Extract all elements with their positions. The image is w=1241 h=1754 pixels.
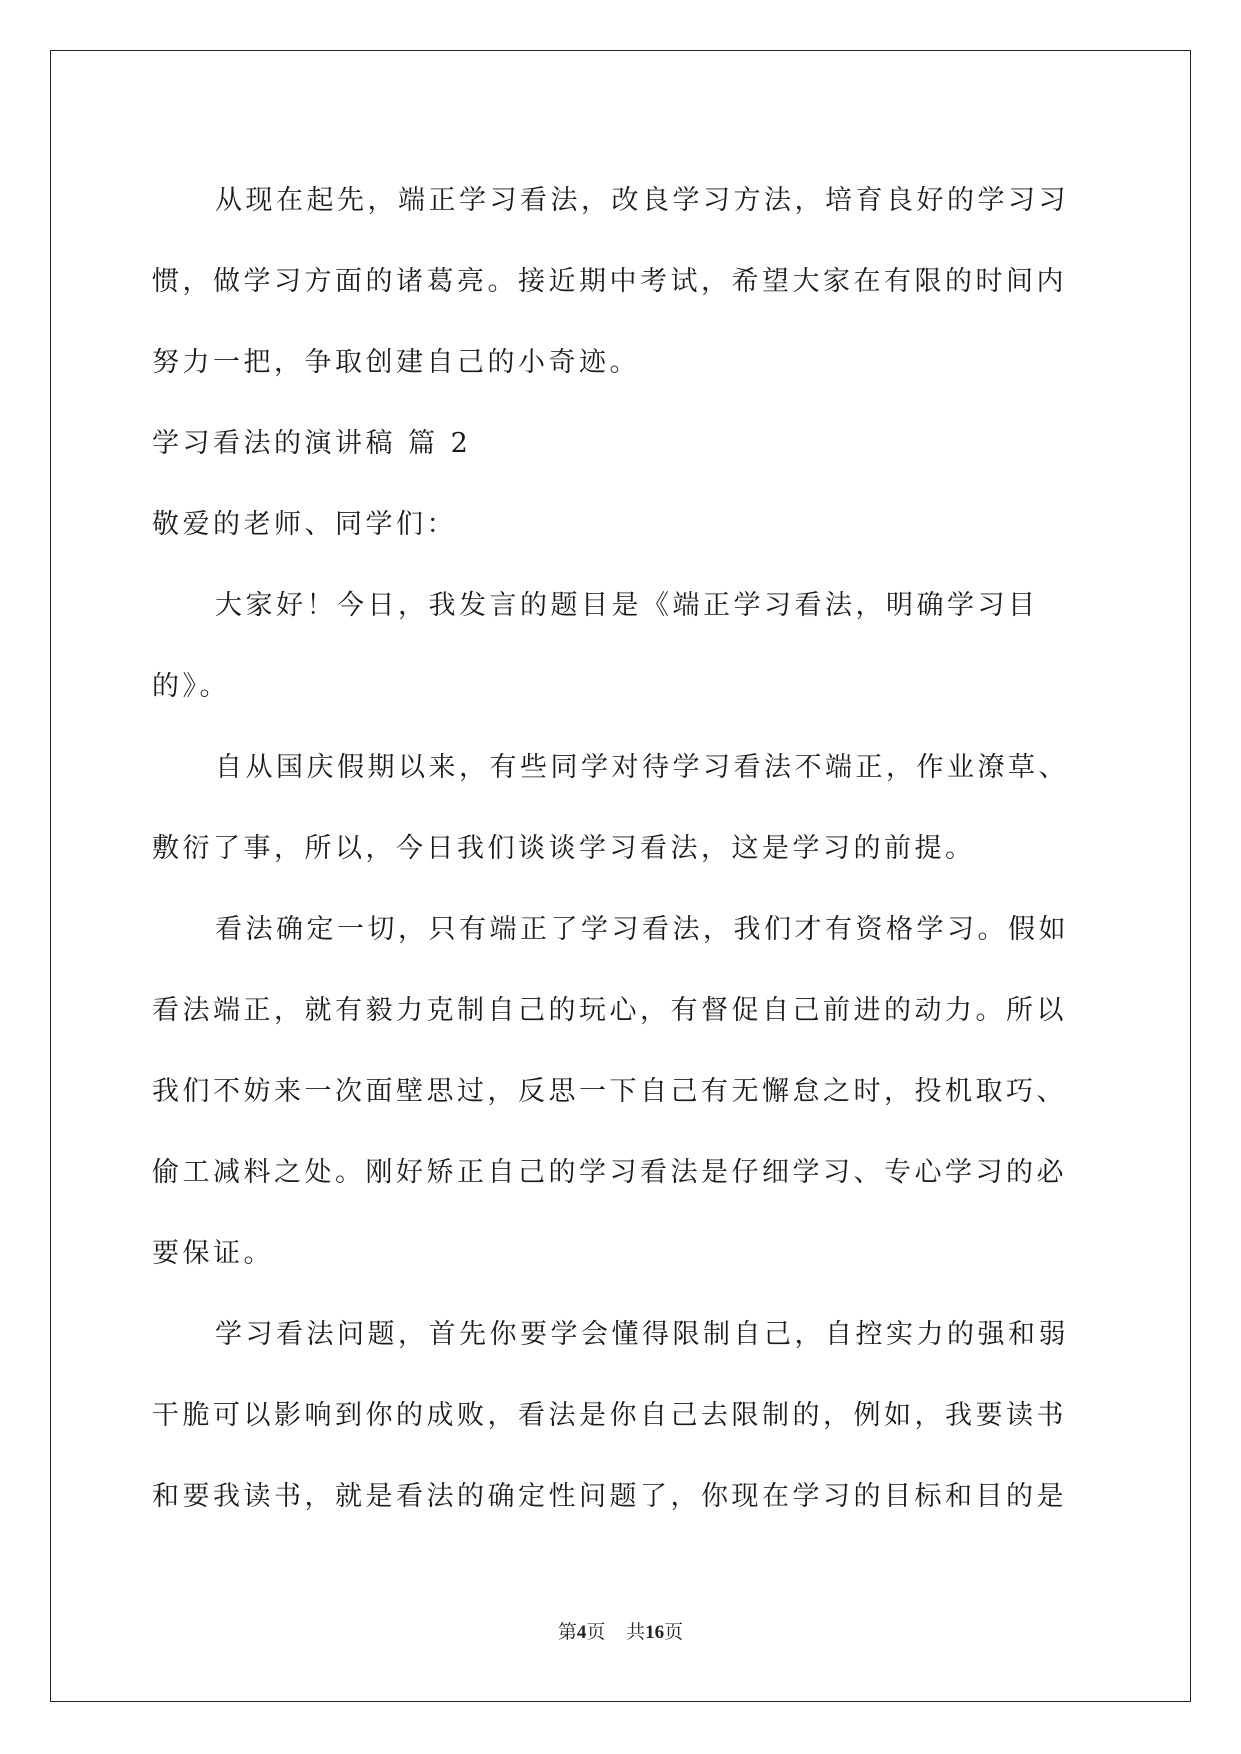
text-line: 看法确定一切，只有端正了学习看法，我们才有资格学习。假如: [215, 914, 1069, 945]
page-number: 4: [576, 1622, 587, 1643]
text-line: 大家好！今日，我发言的题目是《端正学习看法，明确学习目: [215, 590, 1039, 621]
text-line: 干脆可以影响到你的成败，看法是你自己去限制的，例如，我要读书: [152, 1400, 1067, 1431]
text-line: 惯，做学习方面的诸葛亮。接近期中考试，希望大家在有限的时间内: [152, 266, 1067, 297]
text-line: 从现在起先，端正学习看法，改良学习方法，培育良好的学习习: [215, 185, 1069, 216]
text-line: 的》。: [152, 671, 230, 702]
page-suffix: 页: [586, 1622, 606, 1643]
text-line: 要保证。: [152, 1238, 274, 1269]
text-line: 努力一把，争取创建自己的小奇迹。: [152, 347, 640, 378]
document-body: [152, 160, 1092, 1537]
text-line: 看法端正，就有毅力克制自己的玩心，有督促自己前进的动力。所以: [152, 995, 1067, 1026]
total-prefix: 共: [626, 1622, 646, 1643]
text-line: 学习看法问题，首先你要学会懂得限制自己，自控实力的强和弱: [215, 1319, 1069, 1350]
total-pages: 16: [645, 1622, 665, 1643]
total-suffix: 页: [664, 1622, 684, 1643]
text-line: 敷衍了事，所以，今日我们谈谈学习看法，这是学习的前提。: [152, 833, 976, 864]
page-footer: [0, 1617, 1241, 1644]
page-indicator: [558, 1622, 606, 1643]
total-indicator: [626, 1622, 683, 1643]
text-line: 自从国庆假期以来，有些同学对待学习看法不端正，作业潦草、: [215, 752, 1069, 783]
text-line: 和要我读书，就是看法的确定性问题了，你现在学习的目标和目的是: [152, 1481, 1067, 1512]
section-heading: 学习看法的演讲稿 篇 2: [152, 428, 472, 459]
text-line: 偷工减料之处。刚好矫正自己的学习看法是仔细学习、专心学习的必: [152, 1157, 1067, 1188]
salutation: 敬爱的老师、同学们：: [152, 509, 457, 540]
text-line: 我们不妨来一次面壁思过，反思一下自己有无懈怠之时，投机取巧、: [152, 1076, 1067, 1107]
page-prefix: 第: [557, 1622, 577, 1643]
